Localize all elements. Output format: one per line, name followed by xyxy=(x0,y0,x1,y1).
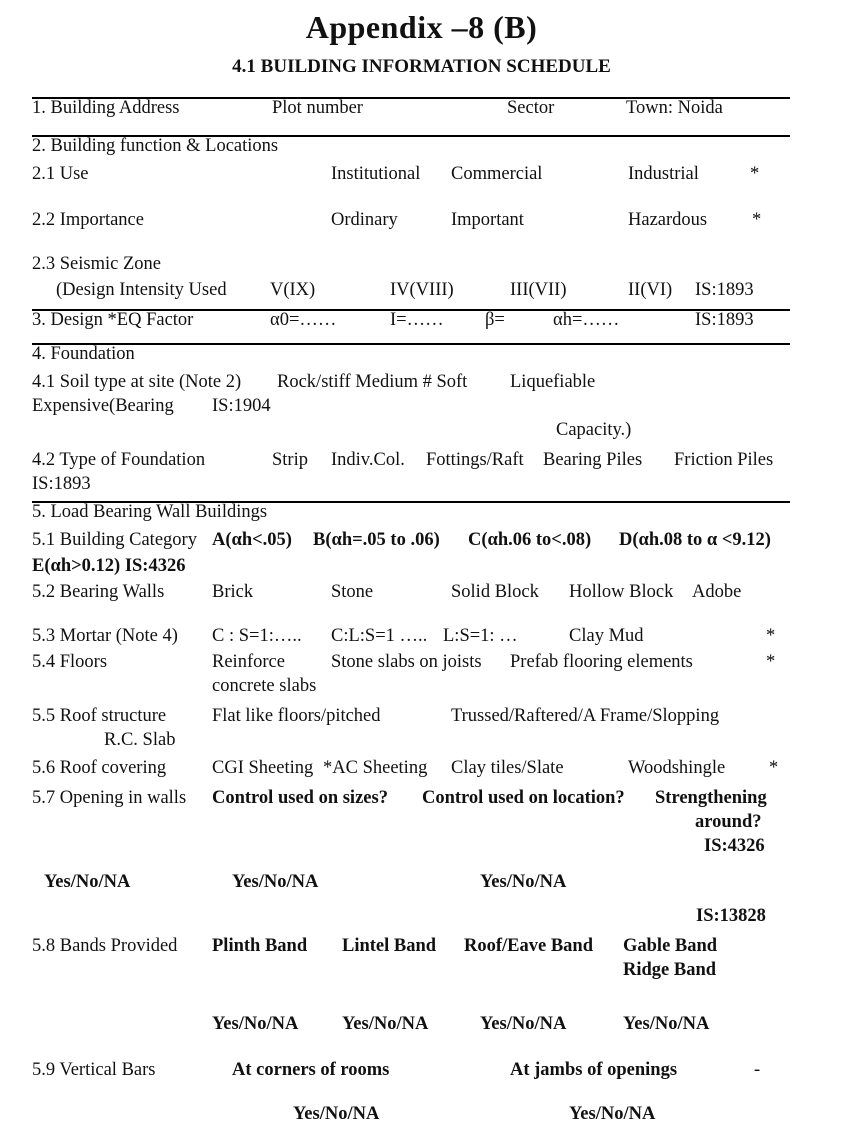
option-category-c: C(αh.06 to<.08) xyxy=(468,530,592,550)
option-trussed-raftered: Trussed/Raftered/A Frame/Slopping xyxy=(451,706,720,726)
option-roof-eave-band: Roof/Eave Band xyxy=(464,936,594,956)
marker-floors: * xyxy=(766,652,776,672)
question-strengthening: Strengthening xyxy=(655,788,767,808)
table-row xyxy=(32,281,790,309)
option-lintel-band: Lintel Band xyxy=(342,936,437,956)
field-beta: β= xyxy=(485,310,505,330)
answer-plinth-band: Yes/No/NA xyxy=(212,1014,299,1034)
answer-opening-location: Yes/No/NA xyxy=(232,872,319,892)
table-row xyxy=(32,837,790,873)
option-clay-tiles-slate: Clay tiles/Slate xyxy=(451,758,564,778)
table-row xyxy=(32,1105,790,1135)
table-row xyxy=(32,937,790,961)
text-expensive-bearing: Expensive(Bearing xyxy=(32,396,174,416)
answer-gable-band: Yes/No/NA xyxy=(623,1014,710,1034)
field-alpha-zero: α0=…… xyxy=(270,310,337,330)
answer-lintel-band: Yes/No/NA xyxy=(342,1014,429,1034)
text-capacity: Capacity.) xyxy=(556,420,632,440)
table-row xyxy=(32,531,790,557)
building-information-table xyxy=(32,97,790,1135)
row-label-bands-provided: 5.8 Bands Provided xyxy=(32,936,178,956)
table-row xyxy=(32,311,790,343)
schedule-subtitle: 4.1 BUILDING INFORMATION SCHEDULE xyxy=(232,55,611,77)
option-institutional: Institutional xyxy=(331,164,421,184)
option-zone-v: V(IX) xyxy=(270,280,316,300)
table-row xyxy=(32,813,790,837)
table-row xyxy=(32,503,790,531)
option-prefab-flooring-elements: Prefab flooring elements xyxy=(510,652,693,672)
option-zone-iii: III(VII) xyxy=(510,280,567,300)
section-building-address xyxy=(32,99,790,135)
table-row xyxy=(32,1061,790,1105)
row-label-soil-type: 4.1 Soil type at site (Note 2) xyxy=(32,372,242,392)
section-foundation xyxy=(32,345,790,501)
option-category-a: A(αh<.05) xyxy=(212,530,292,550)
table-row xyxy=(32,583,790,627)
option-friction-piles: Friction Piles xyxy=(674,450,774,470)
option-cgi-sheeting: CGI Sheeting xyxy=(212,758,314,778)
marker-vertical-bars: - xyxy=(754,1060,761,1080)
option-at-corners-of-rooms: At corners of rooms xyxy=(232,1060,390,1080)
row-sublabel-design-intensity: (Design Intensity Used xyxy=(56,280,227,300)
page-title: Appendix –8 (B) xyxy=(305,9,538,45)
row-label-roof-structure: 5.5 Roof structure xyxy=(32,706,167,726)
answer-corners-of-rooms: Yes/No/NA xyxy=(293,1104,380,1124)
option-flat-like-floors-pitched: Flat like floors/pitched xyxy=(212,706,381,726)
option-zone-iv: IV(VIII) xyxy=(390,280,454,300)
table-row xyxy=(32,99,790,135)
question-strengthening-around: around? xyxy=(695,812,762,832)
option-mortar-cs: C : S=1:….. xyxy=(212,626,302,646)
table-row xyxy=(32,475,790,501)
table-row xyxy=(32,759,790,789)
row-label-design-eq-factor: 3. Design *EQ Factor xyxy=(32,310,194,330)
option-solid-block: Solid Block xyxy=(451,582,539,602)
section-design-eq-factor xyxy=(32,311,790,343)
option-indiv-col: Indiv.Col. xyxy=(331,450,405,470)
option-ac-sheeting: *AC Sheeting xyxy=(323,758,428,778)
option-reinforce-concrete-slabs: Reinforce xyxy=(212,652,285,672)
table-row xyxy=(32,627,790,653)
option-category-e: E(αh>0.12) IS:4326 xyxy=(32,556,186,576)
option-stone-slabs-on-joists: Stone slabs on joists xyxy=(331,652,482,672)
option-concrete-slabs-cont: concrete slabs xyxy=(212,676,317,696)
option-category-d: D(αh.08 to α <9.12) xyxy=(619,530,771,550)
heading-foundation: 4. Foundation xyxy=(32,344,135,364)
row-label-vertical-bars: 5.9 Vertical Bars xyxy=(32,1060,156,1080)
option-plinth-band: Plinth Band xyxy=(212,936,308,956)
field-sector: Sector xyxy=(507,98,555,118)
marker-mortar: * xyxy=(766,626,776,646)
table-row xyxy=(32,731,790,759)
code-is-1904: IS:1904 xyxy=(212,396,271,416)
heading-building-function: 2. Building function & Locations xyxy=(32,136,279,156)
option-industrial: Industrial xyxy=(628,164,699,184)
table-row xyxy=(32,345,790,373)
option-hollow-block: Hollow Block xyxy=(569,582,674,602)
code-is-1893-eq: IS:1893 xyxy=(695,310,754,330)
table-row xyxy=(32,165,790,211)
option-stone: Stone xyxy=(331,582,374,602)
table-row xyxy=(32,397,790,421)
answer-jambs-of-openings: Yes/No/NA xyxy=(569,1104,656,1124)
option-rock-stiff-medium-soft: Rock/stiff Medium # Soft xyxy=(277,372,468,392)
table-row xyxy=(32,451,790,475)
table-row xyxy=(32,421,790,451)
row-label-roof-covering: 5.6 Roof covering xyxy=(32,758,167,778)
code-is-1893-seismic: IS:1893 xyxy=(695,280,754,300)
table-row xyxy=(32,961,790,1015)
row-label-importance: 2.2 Importance xyxy=(32,210,144,230)
marker-use: * xyxy=(750,164,760,184)
option-zone-ii: II(VI) xyxy=(628,280,673,300)
heading-load-bearing-wall: 5. Load Bearing Wall Buildings xyxy=(32,502,268,522)
code-is-4326-openings: IS:4326 xyxy=(704,836,765,856)
answer-roof-eave-band: Yes/No/NA xyxy=(480,1014,567,1034)
table-row xyxy=(32,211,790,255)
field-town: Town: Noida xyxy=(626,98,723,118)
table-row xyxy=(32,707,790,731)
option-category-b: B(αh=.05 to .06) xyxy=(313,530,440,550)
row-label-bearing-walls: 5.2 Bearing Walls xyxy=(32,582,165,602)
row-label-opening-in-walls: 5.7 Opening in walls xyxy=(32,788,187,808)
option-woodshingle: Woodshingle xyxy=(628,758,726,778)
row-label-type-of-foundation: 4.2 Type of Foundation xyxy=(32,450,206,470)
table-row xyxy=(32,873,790,907)
table-row xyxy=(32,557,790,583)
table-row xyxy=(32,373,790,397)
option-strip: Strip xyxy=(272,450,308,470)
option-adobe: Adobe xyxy=(692,582,742,602)
row-label-use: 2.1 Use xyxy=(32,164,89,184)
row-label-building-category: 5.1 Building Category xyxy=(32,530,197,550)
option-bearing-piles: Bearing Piles xyxy=(543,450,643,470)
row-label-seismic-zone: 2.3 Seismic Zone xyxy=(32,254,161,274)
field-plot-number: Plot number xyxy=(272,98,363,118)
marker-importance: * xyxy=(752,210,762,230)
code-is-13828: IS:13828 xyxy=(696,906,766,926)
table-row xyxy=(32,137,790,165)
option-liquefiable: Liquefiable xyxy=(510,372,596,392)
row-label-floors: 5.4 Floors xyxy=(32,652,108,672)
section-load-bearing-wall xyxy=(32,503,790,1135)
section-building-function xyxy=(32,137,790,309)
document-page xyxy=(0,9,843,1124)
question-control-sizes: Control used on sizes? xyxy=(212,788,388,808)
option-ridge-band: Ridge Band xyxy=(623,960,717,980)
option-hazardous: Hazardous xyxy=(628,210,708,230)
field-importance-factor: I=…… xyxy=(390,310,444,330)
field-alpha-h: αh=…… xyxy=(553,310,620,330)
question-control-location: Control used on location? xyxy=(422,788,625,808)
option-mortar-ls: L:S=1: … xyxy=(443,626,518,646)
table-row xyxy=(32,907,790,937)
table-row xyxy=(32,789,790,813)
table-row xyxy=(32,255,790,281)
option-commercial: Commercial xyxy=(451,164,543,184)
answer-opening-strengthening: Yes/No/NA xyxy=(480,872,567,892)
row-sublabel-rc-slab: R.C. Slab xyxy=(104,730,176,750)
option-clay-mud: Clay Mud xyxy=(569,626,644,646)
option-ordinary: Ordinary xyxy=(331,210,398,230)
row-label-building-address: 1. Building Address xyxy=(32,98,180,118)
marker-roof-covering: * xyxy=(769,758,779,778)
table-row xyxy=(32,1015,790,1061)
option-gable-band: Gable Band xyxy=(623,936,718,956)
table-row xyxy=(32,653,790,677)
option-important: Important xyxy=(451,210,524,230)
answer-opening-sizes: Yes/No/NA xyxy=(44,872,131,892)
table-row xyxy=(32,677,790,707)
option-brick: Brick xyxy=(212,582,254,602)
option-fottings-raft: Fottings/Raft xyxy=(426,450,524,470)
option-at-jambs-of-openings: At jambs of openings xyxy=(510,1060,678,1080)
row-label-mortar: 5.3 Mortar (Note 4) xyxy=(32,626,178,646)
option-mortar-cls: C:L:S=1 ….. xyxy=(331,626,428,646)
code-is-1893-foundation: IS:1893 xyxy=(32,474,91,494)
